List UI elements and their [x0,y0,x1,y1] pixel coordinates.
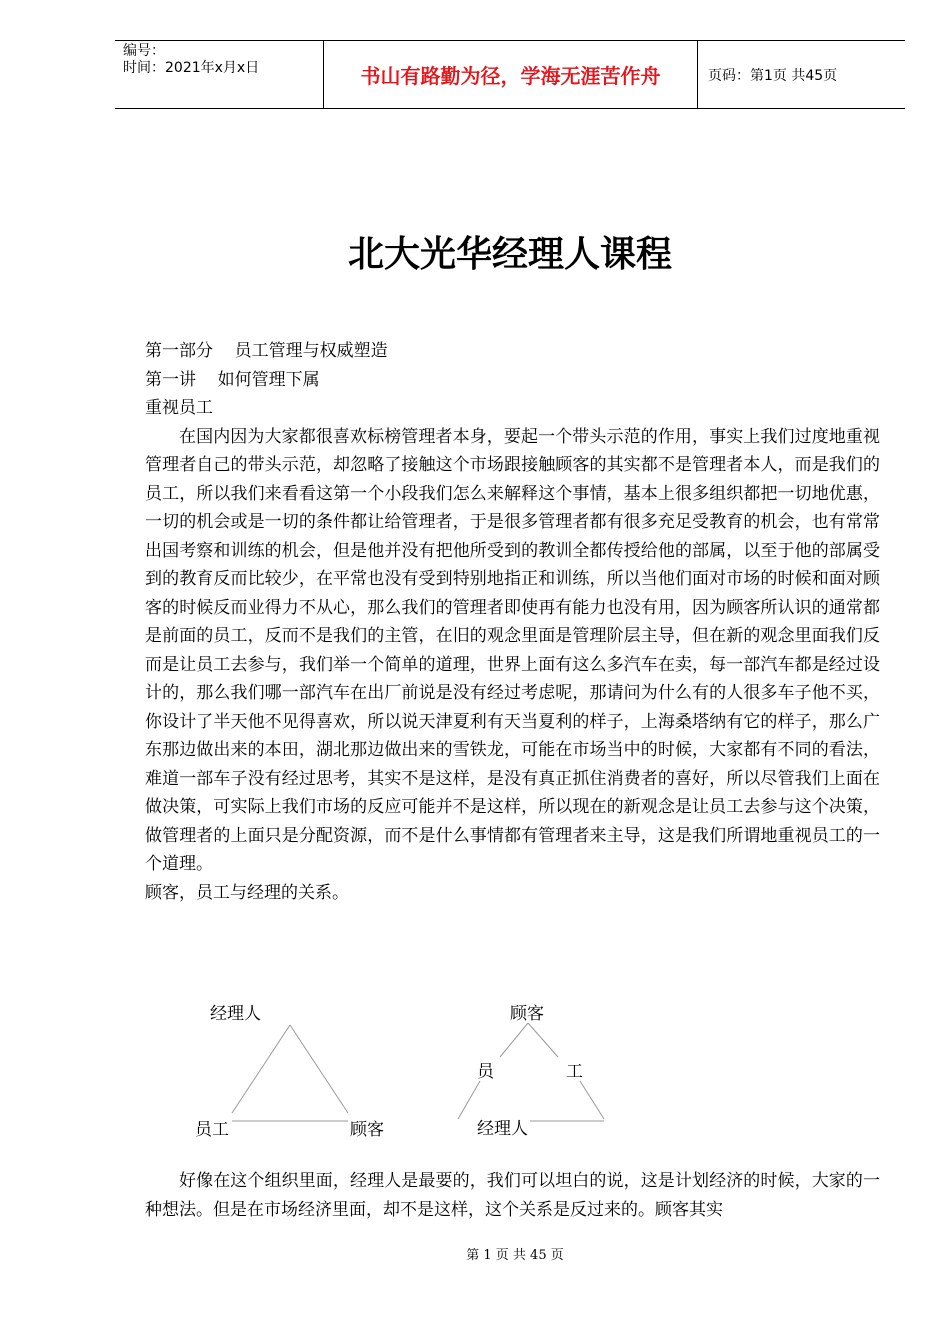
page-footer: 第 1 页 共 45 页 [466,1248,564,1263]
relation-heading: 顾客，员工与经理的关系。 [145,882,349,903]
old-top-label: 经理人 [210,1004,261,1024]
new-bottom-label: 经理人 [477,1119,528,1139]
new-top-label: 顾客 [510,1004,544,1024]
number-label: 编号： [123,43,165,59]
lecture-heading: 第一讲 如何管理下属 [145,369,320,390]
new-upper-right-edge [528,1023,558,1057]
paragraph-2: 好像在这个组织里面，经理人是最要的，我们可以坦白的说，这是计划经济的时候，大家的一种想法。但是在市场经济里面，却不是这样，这个关系是反过来的。顾客其实 [145,1171,880,1220]
paragraph-1: 在国内因为大家都很喜欢标榜管理者本身，要起一个带头示范的作用，事实上我们过度地重视管理者自己的带头示范，却忽略了接触这个市场跟接触顾客的其实都不是管理者本人，而是我们的员工，所以我们来看看这第一个小段我们怎么来解释这个事情，基本上很多组织都把一切地优惠，一切的机会或是一切的条件都让给管理者，于是很多管理者都有很多充足受教育的机会，也有常常出国考察和训练的机会，但是他并没有把他所受到的教训全都传授给他的部属，以至于他的部属受到的教育反而比较少，在平常也没有受到特别地指正和训练，所以当他们面对市场的时候和面对顾客的时候反而业得力不从心，那么我们的管理者即使再有能力也没有用，因为顾客所认识的通常都是前面的员工，反而不是我们的主管，在旧的观念里面是管理阶层主导，但在新的观念里面我们反而是让员工去参与，我们举一个简单的道理，世界上面有这么多汽车在卖，每一部汽车都是经过设计的，那么我们哪一部汽车在出厂前说是没有经过考虑呢，那请问为什么有的人很多车子他不买，你设计了半天他不见得喜欢，所以说天津夏利有天当夏利的样子，上海桑塔纳有它的样子，那么广东那边做出来的本田，湖北那边做出来的雪铁龙，可能在市场当中的时候，大家都有不同的看法，难道一部车子没有经过思考，其实不是这样，是没有真正抓住消费者的喜好，所以尽管我们上面在做决策，可实际上我们市场的反应可能并不是这样，所以现在的新观念是让员工去参与这个决策，做管理者的上面只是分配资源，而不是什么事情都有管理者来主导，这是我们所谓地重视员工的一个道理。 [145,426,880,874]
time-label: 时间：2021年x月x日 [123,60,260,76]
page-header [115,40,905,109]
new-left-label: 员 [477,1062,494,1082]
new-lower-right-edge [580,1081,604,1119]
new-right-label: 工 [566,1062,583,1082]
header-page-info: 页码：第1页 共45页 [708,67,838,84]
old-right-edge [290,1025,348,1113]
relationship-diagram [190,995,620,1145]
old-left-edge [232,1025,290,1113]
section-heading: 重视员工 [145,398,213,418]
document-title: 北大光华经理人课程 [347,234,672,275]
old-left-label: 员工 [195,1120,229,1140]
part-heading: 第一部分 员工管理与权威塑造 [145,341,388,361]
new-upper-left-edge [500,1023,528,1057]
document-body [145,337,880,907]
old-right-label: 顾客 [350,1120,384,1140]
header-meta [115,41,324,108]
header-motto: 书山有路勤为径，学海无涯苦作舟 [324,41,698,108]
